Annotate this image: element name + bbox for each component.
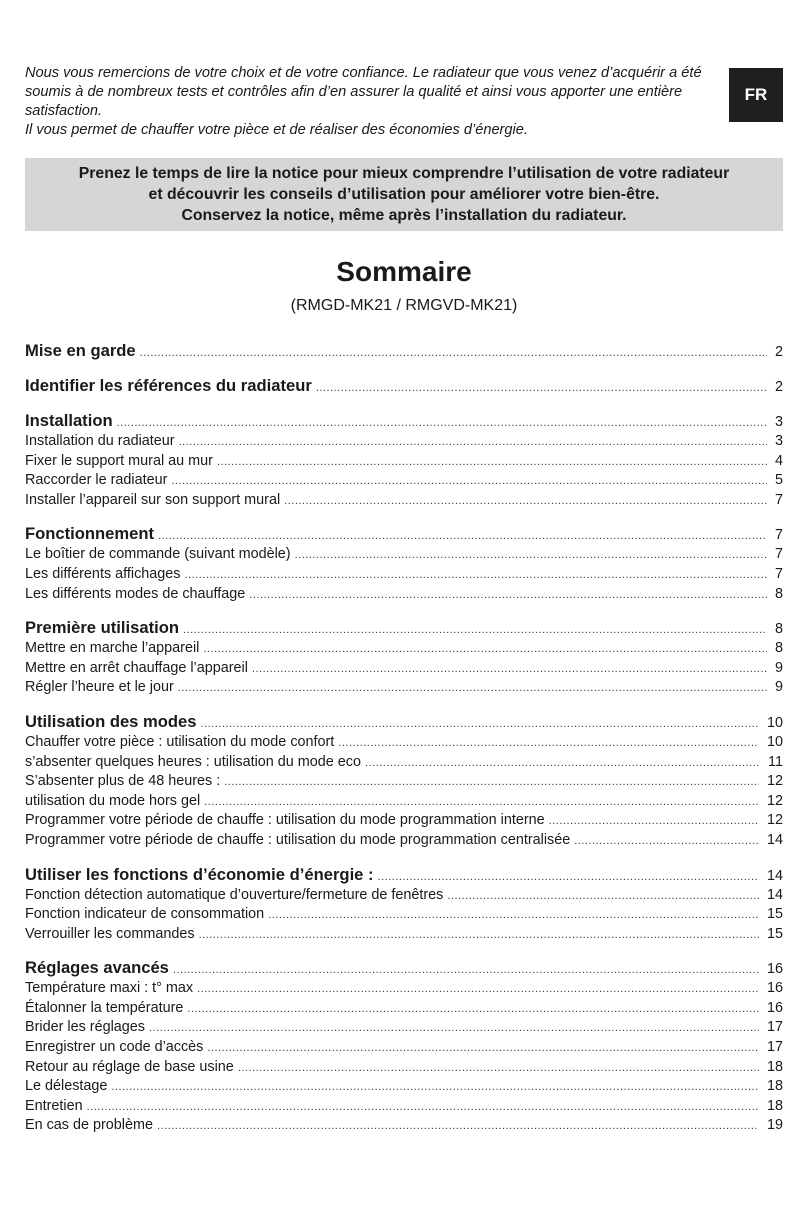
toc-entry bbox=[25, 1077, 783, 1097]
toc-entry bbox=[25, 471, 783, 491]
toc-section-heading bbox=[25, 410, 783, 432]
toc-entry-label: Installer l’appareil sur son support mural bbox=[25, 491, 281, 508]
toc-dot-leader bbox=[224, 773, 759, 793]
toc-page-number: 19 bbox=[766, 1117, 783, 1134]
toc-entry-label: S’absenter plus de 48 heures : bbox=[25, 773, 221, 790]
toc-page-number: 17 bbox=[766, 1019, 783, 1036]
toc-page-number: 7 bbox=[774, 491, 783, 508]
toc-entry-label: Régler l’heure et le jour bbox=[25, 679, 174, 696]
toc-entry bbox=[25, 792, 783, 812]
toc-page-number: 18 bbox=[766, 1058, 783, 1075]
toc-entry-label: Installation du radiateur bbox=[25, 433, 175, 449]
toc-entry-label: Étalonner la température bbox=[25, 999, 184, 1016]
toc-entry bbox=[25, 925, 783, 945]
page-title: Sommaire bbox=[336, 256, 472, 287]
toc-entry-label: Température maxi : t° max bbox=[25, 980, 194, 997]
toc-dot-leader bbox=[365, 754, 760, 774]
toc-page-number: 15 bbox=[766, 925, 783, 942]
toc-page-number: 18 bbox=[766, 1078, 783, 1095]
toc-entry-label: Fonction détection automatique d’ouverture/fermeture de fenêtres bbox=[25, 886, 444, 903]
toc-page-number: 4 bbox=[774, 452, 783, 469]
toc-dot-leader bbox=[284, 492, 767, 512]
toc-entry bbox=[25, 886, 783, 906]
toc-page-number: 3 bbox=[774, 414, 783, 430]
notice-box bbox=[25, 158, 783, 231]
toc-section-heading bbox=[25, 957, 783, 979]
toc-page-number: 17 bbox=[766, 1039, 783, 1056]
toc-entry-label: Verrouiller les commandes bbox=[25, 925, 195, 942]
toc-dot-leader bbox=[316, 377, 767, 399]
toc-page-number: 14 bbox=[766, 867, 783, 884]
intro-text bbox=[25, 64, 725, 140]
notice-line-2: et découvrir les conseils d’utilisation pour améliorer votre bien-être. bbox=[148, 186, 660, 203]
toc-entry-label: En cas de problème bbox=[25, 1117, 153, 1134]
toc-page-number: 8 bbox=[774, 585, 783, 602]
toc-entry-label: s’absenter quelques heures : utilisation du mode eco bbox=[25, 753, 361, 770]
toc-entry-label: Mettre en marche l’appareil bbox=[25, 640, 200, 657]
toc-entry-label: Fonction indicateur de consommation bbox=[25, 906, 265, 923]
toc-entry bbox=[25, 1018, 783, 1038]
toc-section-heading bbox=[25, 617, 783, 639]
toc-page-number: 9 bbox=[774, 659, 783, 676]
toc-dot-leader bbox=[295, 546, 767, 566]
toc-entry bbox=[25, 639, 783, 659]
toc-dot-leader bbox=[574, 832, 759, 852]
toc-page-number: 8 bbox=[774, 640, 783, 657]
toc-page-number: 12 bbox=[766, 812, 783, 829]
toc-entry bbox=[25, 1038, 783, 1058]
toc-dot-leader bbox=[203, 640, 767, 660]
toc-page-number: 16 bbox=[766, 961, 783, 978]
toc-section-label: Utilisation des modes bbox=[25, 711, 197, 731]
toc-section-label: Mise en garde bbox=[25, 341, 136, 360]
toc-dot-leader bbox=[238, 1059, 759, 1079]
toc-dot-leader bbox=[338, 734, 759, 754]
toc-entry-label: Chauffer votre pièce : utilisation du mode confort bbox=[25, 733, 335, 750]
toc-dot-leader bbox=[179, 433, 767, 453]
toc-dot-leader bbox=[117, 412, 767, 434]
toc-entry bbox=[25, 979, 783, 999]
toc-section-heading bbox=[25, 711, 783, 733]
toc-page-number: 2 bbox=[774, 344, 783, 360]
toc-entry bbox=[25, 659, 783, 679]
table-of-contents bbox=[25, 340, 783, 1136]
toc-section-label: Première utilisation bbox=[25, 618, 180, 638]
toc-page-number: 11 bbox=[768, 753, 783, 770]
toc-dot-leader bbox=[173, 959, 759, 981]
toc-page-number: 14 bbox=[766, 831, 783, 848]
toc-entry-label: Raccorder le radiateur bbox=[25, 472, 168, 489]
notice-line-1: Prenez le temps de lire la notice pour mieux comprendre l’utilisation de votre radiateur bbox=[78, 165, 730, 182]
toc-page-number: 12 bbox=[766, 792, 783, 809]
toc-entry bbox=[25, 545, 783, 565]
toc-entry-label: utilisation du mode hors gel bbox=[25, 792, 201, 809]
toc-dot-leader bbox=[249, 586, 767, 606]
toc-dot-leader bbox=[149, 1019, 759, 1039]
toc-dot-leader bbox=[111, 1078, 759, 1098]
toc-entry-label: Brider les réglages bbox=[25, 1019, 145, 1036]
toc-page-number: 16 bbox=[766, 999, 783, 1016]
toc-dot-leader bbox=[183, 619, 767, 641]
toc-entry bbox=[25, 1097, 783, 1117]
toc-section-label: Fonctionnement bbox=[25, 524, 155, 544]
toc-dot-leader bbox=[184, 566, 767, 586]
toc-dot-leader bbox=[549, 812, 759, 832]
toc-page-number: 18 bbox=[766, 1097, 783, 1114]
toc-entry bbox=[25, 565, 783, 585]
toc-page-number: 7 bbox=[774, 565, 783, 582]
toc-dot-leader bbox=[171, 472, 767, 492]
toc-entry bbox=[25, 585, 783, 605]
toc-section-heading bbox=[25, 375, 783, 397]
toc-entry bbox=[25, 1058, 783, 1078]
toc-page-number: 12 bbox=[766, 773, 783, 790]
toc-page-number: 9 bbox=[774, 679, 783, 696]
toc-dot-leader bbox=[199, 926, 759, 946]
toc-entry bbox=[25, 452, 783, 472]
toc-entry-label: Le boîtier de commande (suivant modèle) bbox=[25, 546, 291, 563]
toc-dot-leader bbox=[217, 453, 767, 473]
toc-dot-leader bbox=[268, 906, 759, 926]
toc-dot-leader bbox=[207, 1039, 759, 1059]
toc-entry-label: Programmer votre période de chauffe : utilisation du mode programmation interne bbox=[25, 812, 545, 829]
toc-entry-label: Mettre en arrêt chauffage l’appareil bbox=[25, 659, 248, 676]
toc-entry-label: Enregistrer un code d’accès bbox=[25, 1039, 204, 1056]
toc-dot-leader bbox=[158, 525, 767, 547]
intro-paragraph-1: Nous vous remercions de votre choix et de votre confiance. Le radiateur que vous venez d’acquérir a été soumis à de nombreux tests et contrôles afin d’en assurer la qualité et ainsi vous apporter une entière satisfaction. bbox=[25, 65, 702, 119]
toc-page-number: 14 bbox=[766, 886, 783, 903]
toc-section-label: Identifier les références du radiateur bbox=[25, 376, 312, 395]
toc-entry bbox=[25, 733, 783, 753]
toc-entry-label: Fixer le support mural au mur bbox=[25, 452, 213, 469]
intro-paragraph-2: Il vous permet de chauffer votre pièce et de réaliser des économies d’énergie. bbox=[25, 122, 528, 138]
toc-entry bbox=[25, 999, 783, 1019]
toc-page-number: 5 bbox=[774, 472, 783, 489]
toc-page-number: 16 bbox=[766, 980, 783, 997]
toc-entry bbox=[25, 831, 783, 851]
toc-entry-label: Le délestage bbox=[25, 1078, 108, 1095]
toc-page-number: 8 bbox=[774, 621, 783, 638]
toc-entry bbox=[25, 905, 783, 925]
toc-section-label: Installation bbox=[25, 411, 113, 430]
toc-section-heading bbox=[25, 340, 783, 362]
toc-section-label: Réglages avancés bbox=[25, 958, 169, 978]
toc-entry bbox=[25, 811, 783, 831]
toc-dot-leader bbox=[378, 866, 759, 888]
toc-dot-leader bbox=[87, 1098, 759, 1118]
toc-dot-leader bbox=[201, 713, 759, 735]
language-badge: FR bbox=[729, 68, 783, 122]
toc-section-label: Utiliser les fonctions d’économie d’énergie : bbox=[25, 864, 374, 884]
toc-entry bbox=[25, 678, 783, 698]
toc-entry bbox=[25, 432, 783, 452]
toc-entry-label: Les différents modes de chauffage bbox=[25, 585, 246, 602]
toc-entry-label: Retour au réglage de base usine bbox=[25, 1058, 234, 1075]
toc-dot-leader bbox=[178, 679, 767, 699]
toc-entry bbox=[25, 1116, 783, 1136]
toc-dot-leader bbox=[447, 887, 759, 907]
toc-page-number: 7 bbox=[774, 527, 783, 544]
toc-entry bbox=[25, 753, 783, 773]
toc-entry-label: Programmer votre période de chauffe : utilisation du mode programmation centralisée bbox=[25, 831, 571, 848]
notice-line-3: Conservez la notice, même après l’installation du radiateur. bbox=[181, 207, 627, 224]
toc-page-number: 2 bbox=[774, 379, 783, 395]
toc-entry-label: Entretien bbox=[25, 1097, 83, 1114]
toc-dot-leader bbox=[157, 1117, 759, 1137]
toc-dot-leader bbox=[187, 1000, 759, 1020]
toc-dot-leader bbox=[140, 342, 767, 364]
toc-dot-leader bbox=[204, 793, 759, 813]
toc-page-number: 3 bbox=[774, 433, 783, 449]
toc-page-number: 7 bbox=[774, 546, 783, 563]
toc-entry bbox=[25, 772, 783, 792]
toc-page-number: 15 bbox=[766, 906, 783, 923]
page-subtitle: (RMGD-MK21 / RMGVD-MK21) bbox=[290, 297, 518, 314]
toc-entry bbox=[25, 491, 783, 511]
toc-page-number: 10 bbox=[766, 733, 783, 750]
toc-section-heading bbox=[25, 523, 783, 545]
toc-page-number: 10 bbox=[766, 714, 783, 731]
toc-section-heading bbox=[25, 864, 783, 886]
toc-dot-leader bbox=[252, 660, 767, 680]
toc-dot-leader bbox=[197, 980, 759, 1000]
toc-entry-label: Les différents affichages bbox=[25, 565, 181, 582]
